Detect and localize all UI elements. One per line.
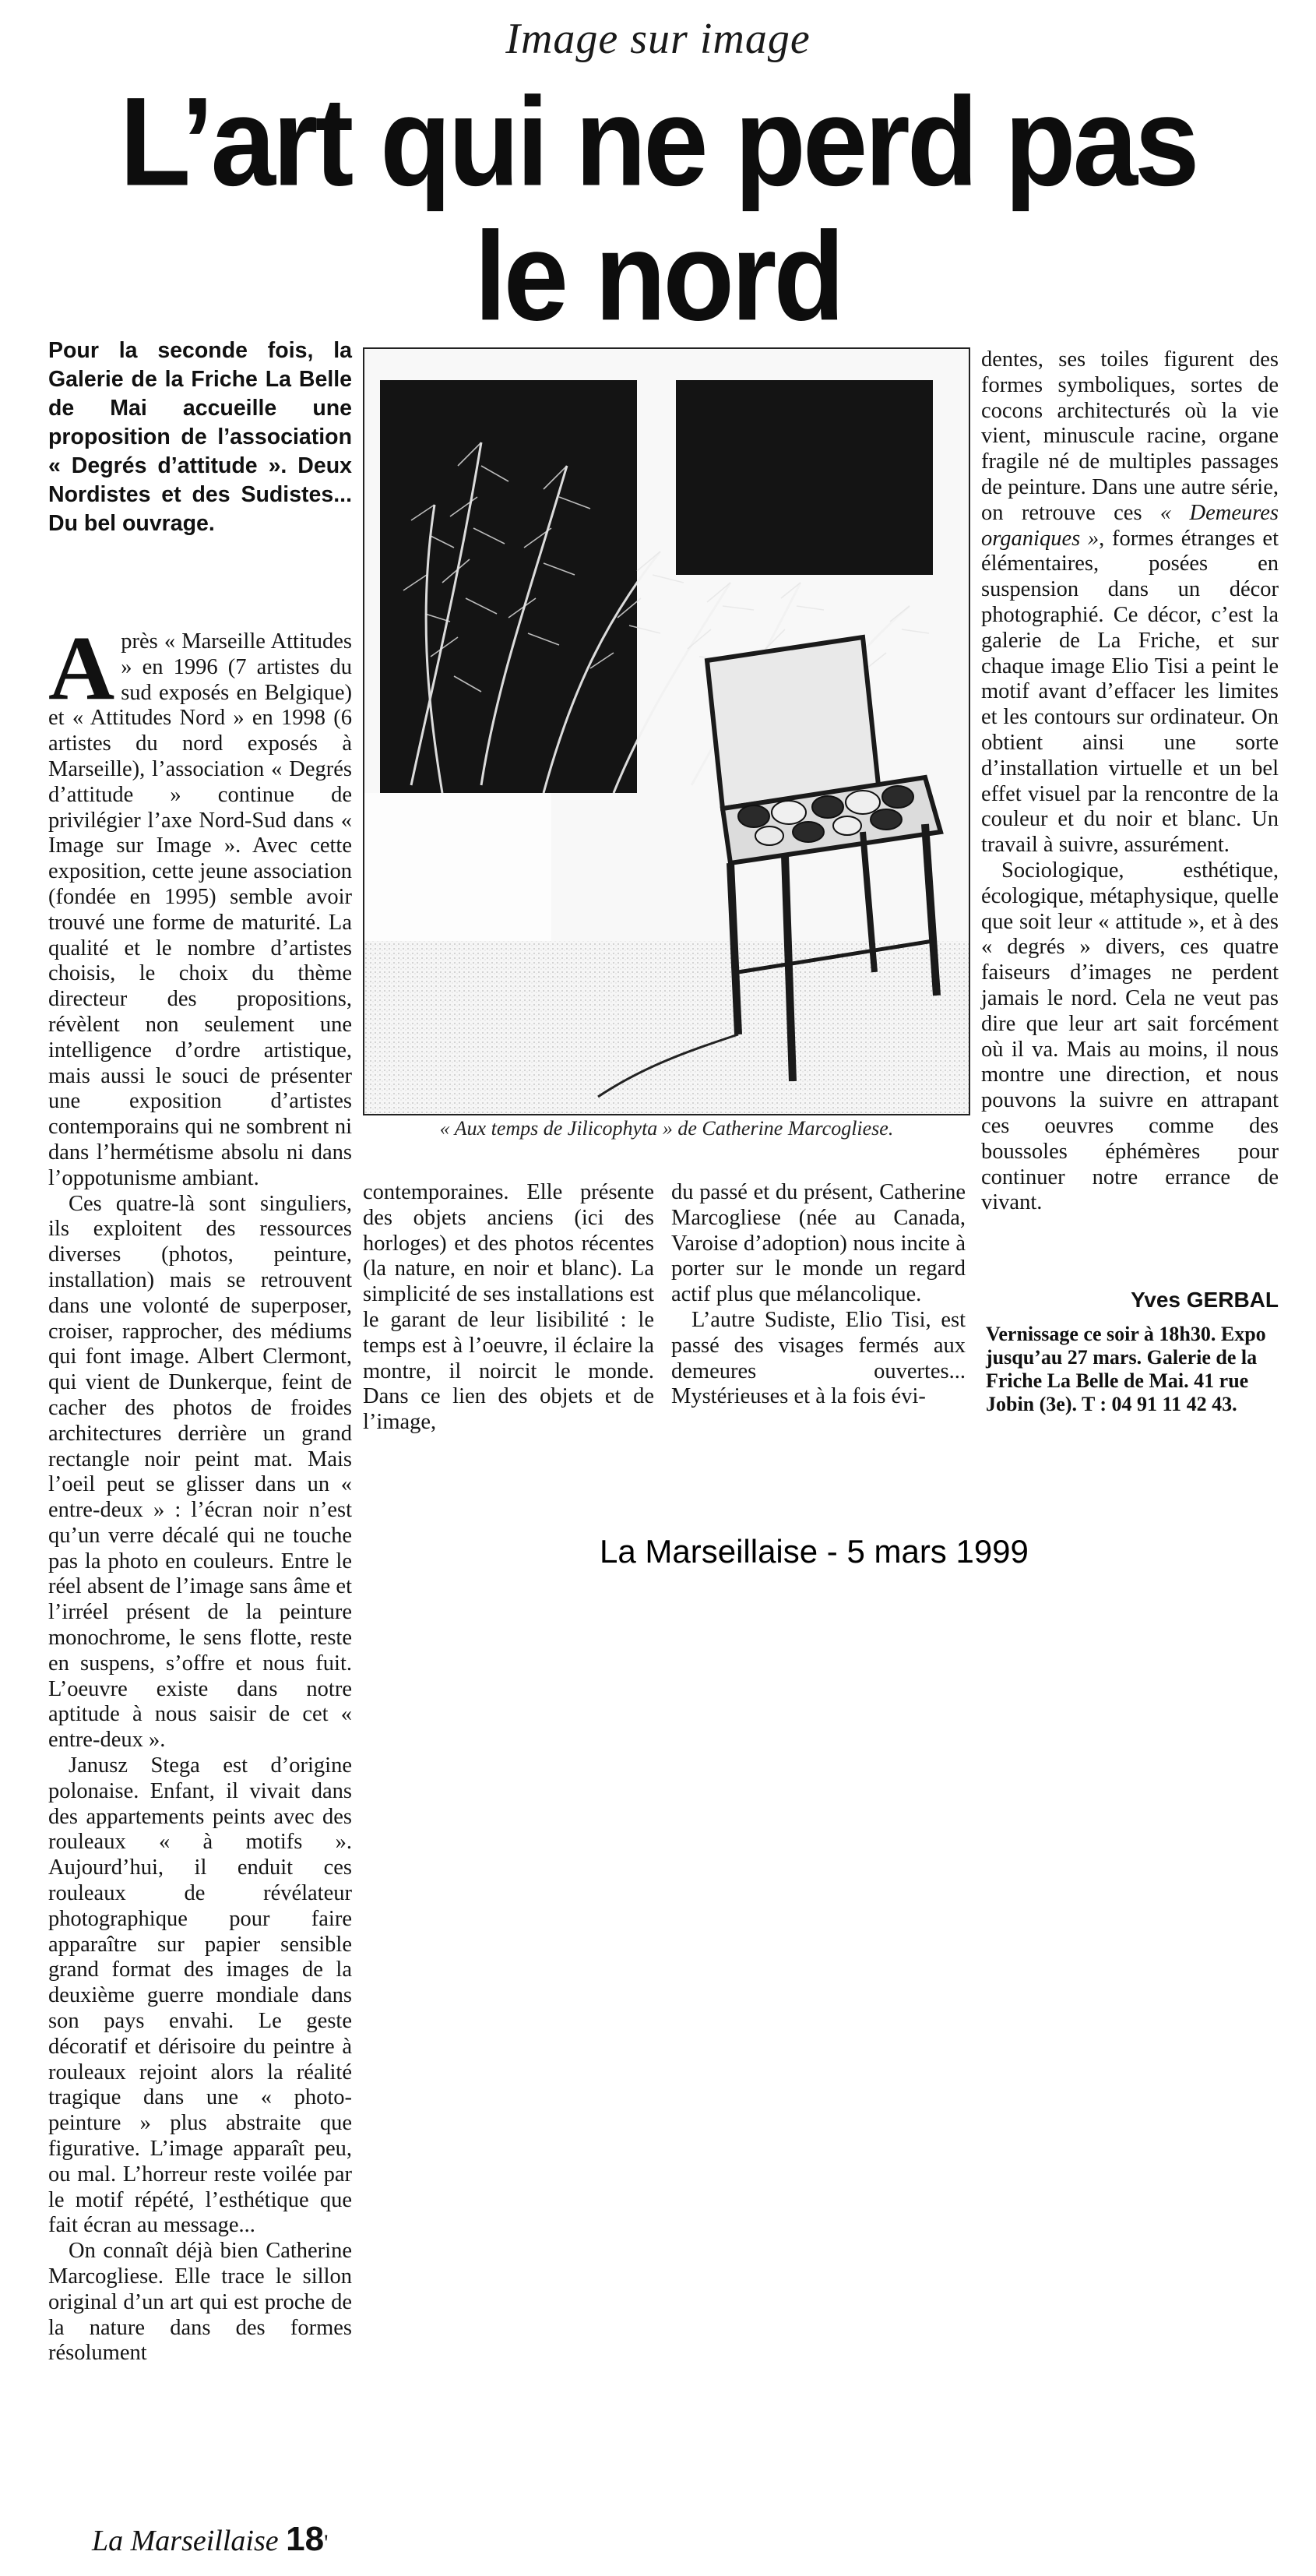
article-column-3	[671, 1180, 966, 1410]
drop-cap: A	[48, 617, 115, 719]
caption-artwork-title: Jilicophyta	[567, 1117, 658, 1140]
photo-caption	[363, 1117, 970, 1140]
article-column-2	[363, 1180, 654, 1436]
article-column-1	[48, 617, 352, 2366]
italic-title: « Demeures organiques »	[981, 500, 1279, 551]
paragraph: On connaît déjà bien Catherine Marcogliese. Elle trace le sillon original d’un art qui est proche de la nature dans des formes résolument	[48, 2239, 352, 2366]
text-run: , formes étranges et élémentaires, posées en suspension dans un décor photographié. Ce décor, c’est la galerie de La Friche, et sur chaque image Elio Tisi a peint le motif avant d’effacer les limites et les contours sur ordinateur. On obtient ainsi une sorte d’installation virtuelle et un bel effet visuel par la rencontre de la couleur et du noir et blanc. Un travail à suivre, assurément.	[981, 526, 1279, 858]
paragraph: L’autre Sudiste, Elio Tisi, est passé des visages fermés aux demeures ouvertes... Mystérieuses et à la fois évi-	[671, 1307, 966, 1409]
headline-line-2: le nord	[473, 205, 843, 347]
article-photo	[363, 347, 970, 1115]
source-note: La Marseillaise - 5 mars 1999	[600, 1533, 1029, 1570]
exhibition-info: Vernissage ce soir à 18h30. Expo jusqu’au 27 mars. Galerie de la Friche La Belle de Mai. 41 rue Jobin (3e). T : 04 91 11 42 43.	[986, 1323, 1266, 1415]
article-column-4	[981, 347, 1279, 1216]
article-lead: Pour la seconde fois, la Galerie de la Friche La Belle de Mai accueille une proposition de l’association « Degrés d’attitude ». Deux Nordistes et des Sudistes... Du bel ouvrage.	[48, 338, 352, 536]
paragraph: Sociologique, esthétique, écologique, métaphysique, quelle que soit leur « attitude », et à des « degrés » divers, ces quatre faiseurs d’images ne perdent jamais le nord. Cela ne veut pas dire que leur art sait forcément où il va. Mais au moins, il nous montre une direction, et nous pouvons la suivre en attrapant ces oeuvres comme des boussoles éphémères pour continuer notre errance de vivant.	[981, 858, 1279, 1215]
paragraph: du passé et du présent, Catherine Marcogliese (née au Canada, Varoise d’adoption) nous incite à porter sur le monde un regard actif plus que mélancolique.	[671, 1180, 966, 1307]
article-headline	[47, 70, 1269, 347]
article-kicker: Image sur image	[505, 15, 811, 63]
paragraph: contemporaines. Elle présente des objets anciens (ici des horloges) et des photos récentes (la nature, en noir et blanc). La simplicité de ses installations est le garant de leur lisibilité : le temps est à l’oeuvre, il éclaire la montre, il noircit le monde. Dans ce lien des objets et de l’image,	[363, 1180, 654, 1435]
caption-suffix: » de Catherine Marcogliese.	[657, 1117, 894, 1140]
publication-name: La Marseillaise	[92, 2525, 279, 2557]
caption-prefix: « Aux temps de	[439, 1117, 568, 1140]
fern-and-chair-photo	[364, 349, 969, 1114]
headline-line-1: L’art qui ne perd pas	[119, 70, 1197, 213]
page-number: 18	[286, 2520, 325, 2558]
page-footer	[92, 2520, 328, 2559]
paragraph: près « Marseille Attitudes » en 1996 (7 artistes du sud exposés en Belgique) et « Attitudes Nord » en 1998 (6 artistes du nord exposés à Marseille), l’association « Degrés d’attitude » continue de privilégier l’axe Nord-Sud dans « Image sur Image ». Avec cette exposition, cette jeune association (fondée en 1995) semble avoir trouvé une forme de maturité. La qualité et le nombre d’artistes choisis, le choix du thème directeur des propositions, révèlent non seulement une intelligence d’ordre artistique, mais aussi le souci de présenter une exposition d’artistes contemporains qui ne sombrent ni dans l’hermétisme absolu ni dans l’oppotunisme ambiant.	[48, 629, 352, 1190]
paragraph: Ces quatre-là sont singuliers, ils exploitent des ressources diverses (photos, peinture, installation) mais se retrouvent dans une volonté de superposer, croiser, rapprocher, des médiums qui font image. Albert Clermont, qui vient de Dunkerque, feint de cacher des photos de froides architectures derrière un grand rectangle noir peint mat. Mais l’oeil peut se glisser dans un « entre-deux » : l’écran noir n’est qu’un verre décalé qui ne touche pas la photo en couleurs. Entre le réel absent de l’image sans âme et l’irréel présent de la peinture monochrome, le sens flotte, reste en suspens, s’offre et nous fuit. L’oeuvre existe dans notre aptitude à nous saisir de cet « entre-deux ».	[48, 1191, 352, 1753]
paragraph	[981, 347, 1279, 858]
footer-tick: '	[324, 2530, 329, 2556]
paragraph: Janusz Stega est d’origine polonaise. Enfant, il vivait dans des appartements peints avec des rouleaux « à motifs ». Aujourd’hui, il enduit ces rouleaux de révélateur photographique pour faire apparaître sur papier sensible grand format des images de la deuxième guerre mondiale dans son pays envahi. Le geste décoratif et dérisoire du peintre à rouleaux rejoint alors la réalité tragique dans une « photo-peinture » plus abstraite que figurative. L’image apparaît peu, ou mal. L’horreur reste voilée par le motif répété, l’esthétique que fait écran au message...	[48, 1753, 352, 2238]
text-run: dentes, ses toiles figurent des formes symboliques, sortes de cocons architecturés où la vie vient, minuscule racine, organe fragile né de multiples passages de peinture. Dans une autre série, on retrouve ces	[981, 347, 1279, 525]
author-signature: Yves GERBAL	[1131, 1288, 1279, 1312]
